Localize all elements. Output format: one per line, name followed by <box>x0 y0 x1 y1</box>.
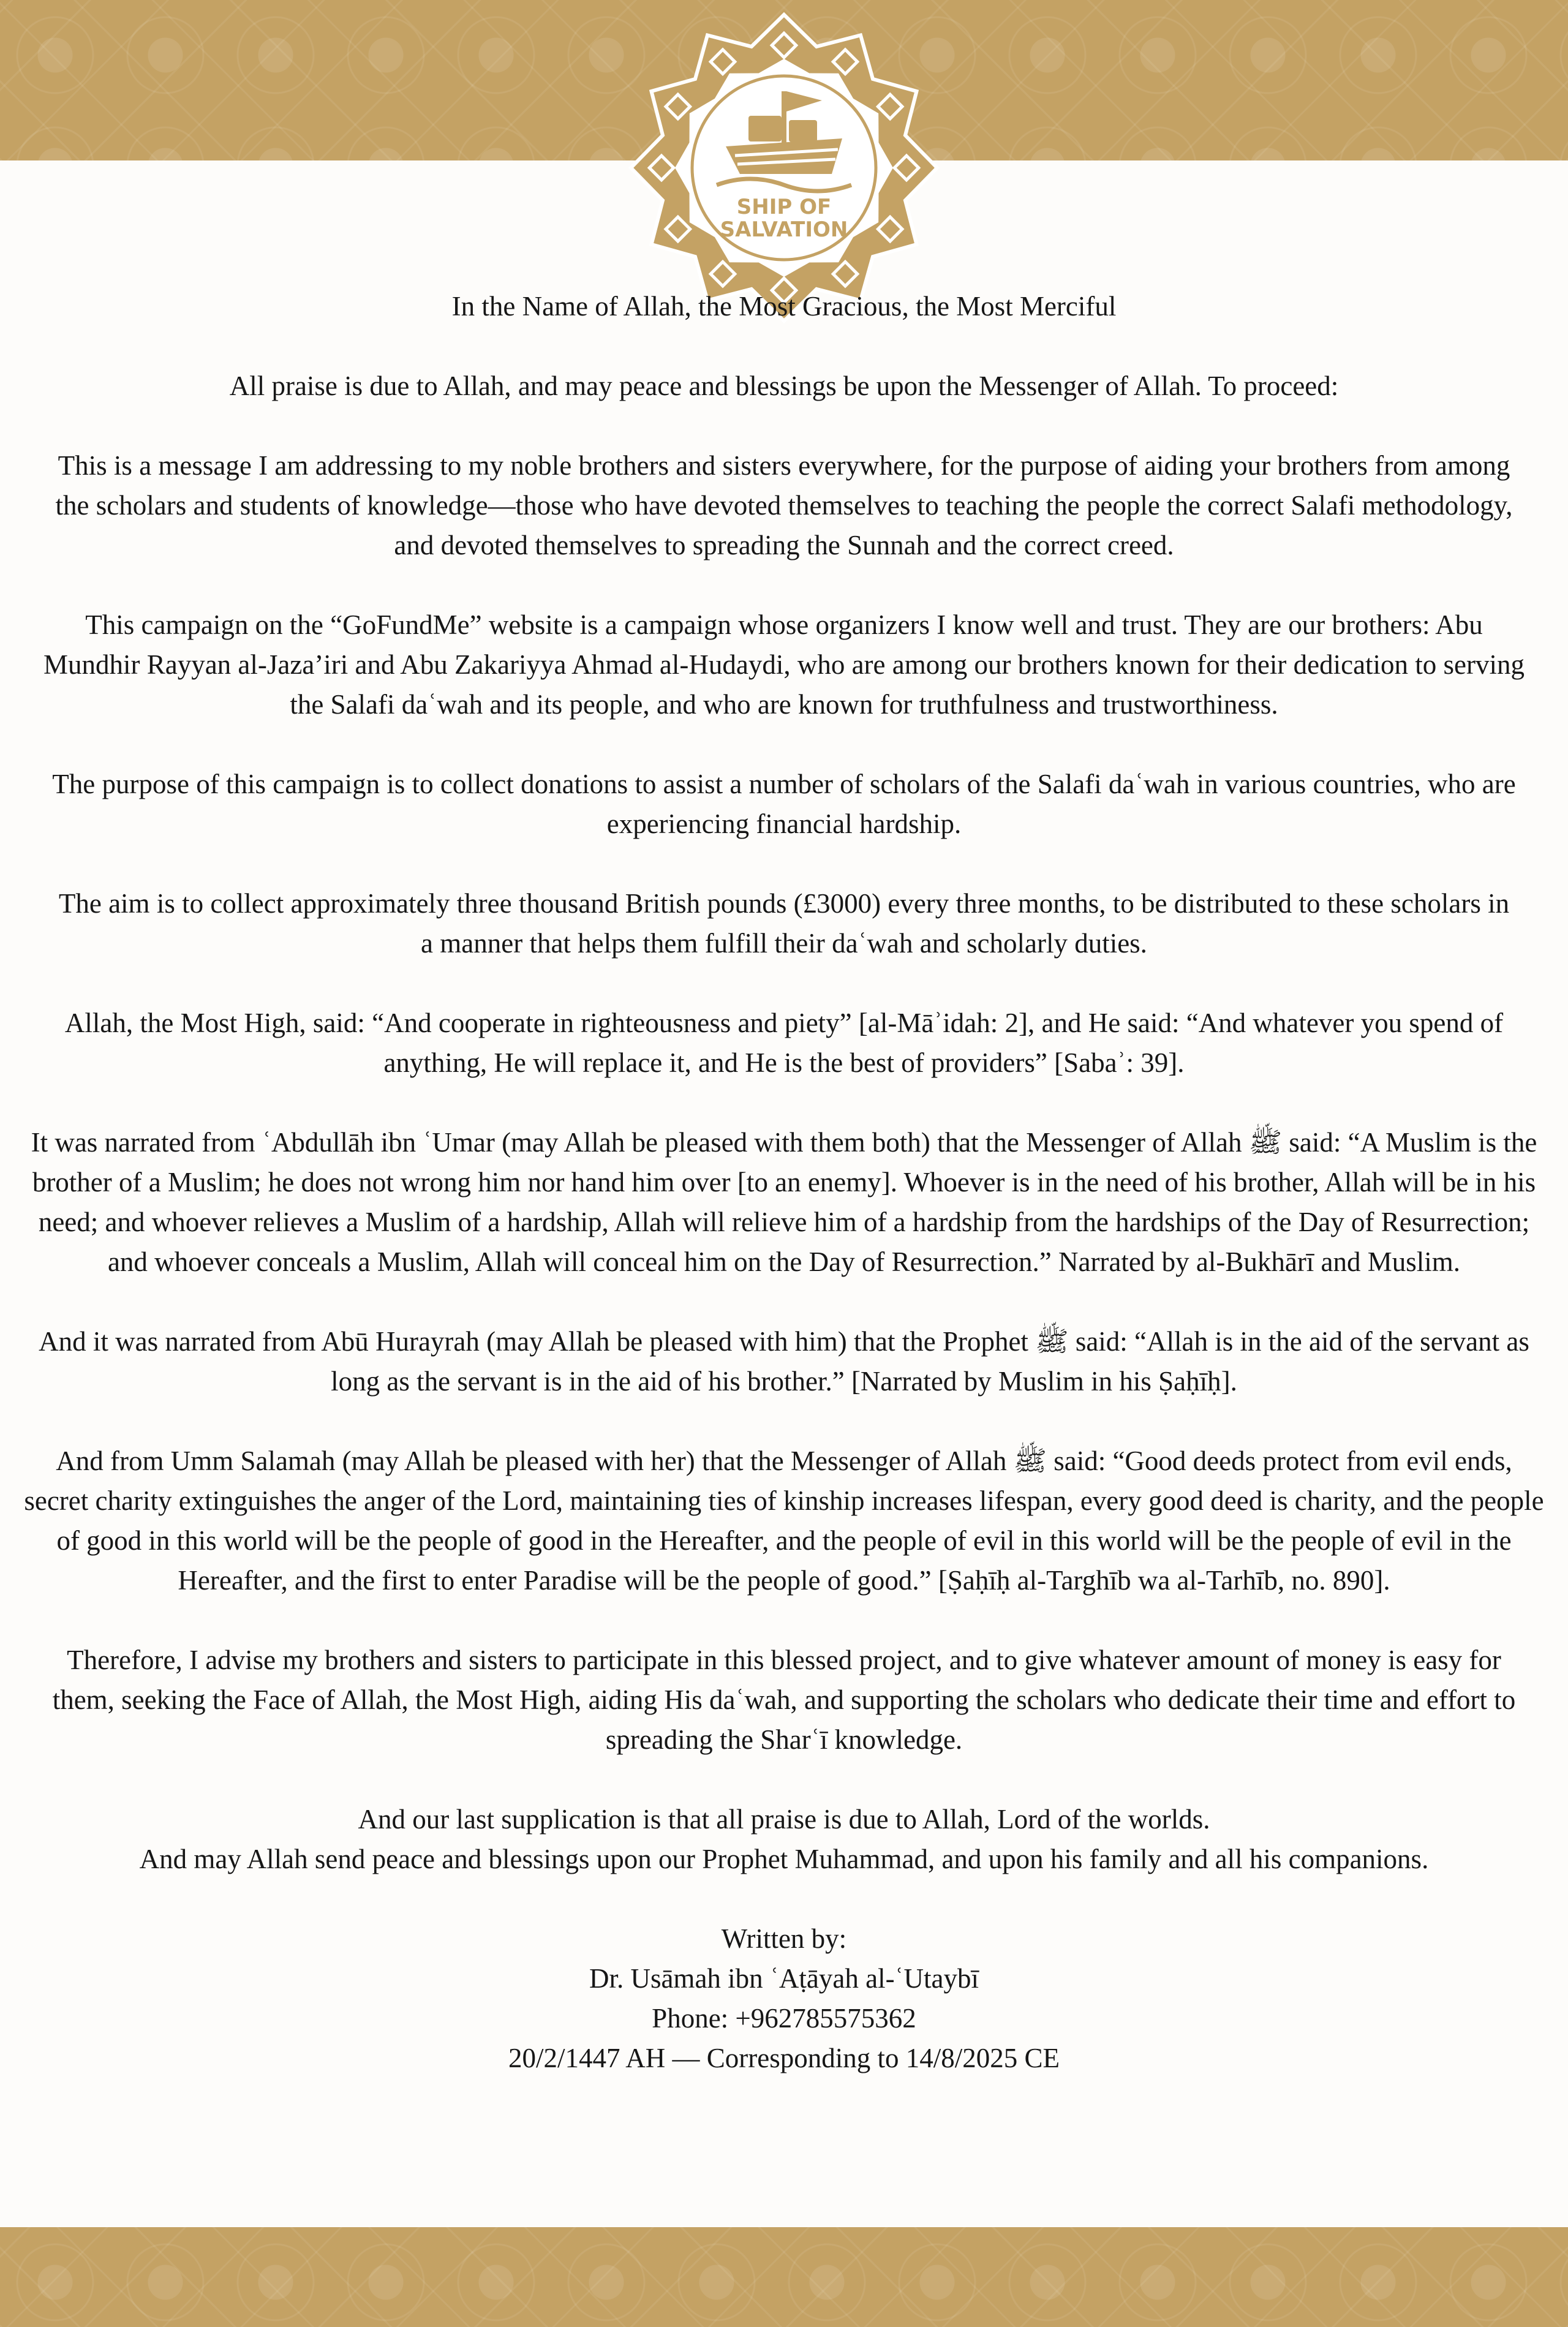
letter-paragraph: This is a message I am addressing to my noble brothers and sisters everywhere, for the purpose of aiding your brothers from among the scholars and students of knowledge—those who have devoted themselves to teaching the people the correct Salafi methodology, and devoted themselves to spreading the Sunnah and the correct creed. <box>55 450 1513 560</box>
letter-paragraph: And it was narrated from Abū Hurayrah (may Allah be pleased with him) that the Prophet ﷺ said: “Allah is in the aid of the servant as long as the servant is in the aid of his brother.” [Narrated by Muslim in his Ṣaḥīḥ]. <box>39 1326 1529 1397</box>
letter-paragraph: This campaign on the “GoFundMe” website is a campaign whose organizers I know well and trust. They are our brothers: Abu Mundhir Rayyan al-Jaza’iri and Abu Zakariyya Ahmad al-Hudaydi, who are among our brothers known for their dedication to serving the Salafi daʿwah and its people, and who are known for truthfulness and trustworthiness. <box>43 609 1525 720</box>
letter-body <box>0 287 1568 2078</box>
letter-paragraph: The aim is to collect approximately three thousand British pounds (£3000) every three months, to be distributed to these scholars in a manner that helps them fulfill their daʿwah and scholarly duties. <box>58 888 1510 959</box>
letter-paragraph: Allah, the Most High, said: “And cooperate in righteousness and piety” [al-Māʾidah: 2], and He said: “And whatever you spend of anything, He will replace it, and He is the best of providers” [Sabaʾ: 39]. <box>64 1008 1504 1078</box>
author-phone: Phone: +962785575362 <box>652 2003 916 2034</box>
closing-line: And our last supplication is that all praise is due to Allah, Lord of the worlds. <box>358 1804 1210 1835</box>
closing-line: And may Allah send peace and blessings upon our Prophet Muhammad, and upon his family and all his companions. <box>139 1844 1429 1874</box>
author-name: Dr. Usāmah ibn ʿAṭāyah al-ʿUtaybī <box>589 1963 979 1994</box>
closing-supplication <box>0 1800 1568 1879</box>
letter-date: 20/2/1447 AH — Corresponding to 14/8/2025 CE <box>508 2043 1060 2073</box>
opening-line: All praise is due to Allah, and may peace and blessings be upon the Messenger of Allah. To proceed: <box>229 371 1339 401</box>
letter-paragraph: And from Umm Salamah (may Allah be pleased with her) that the Messenger of Allah ﷺ said: “Good deeds protect from evil ends, secret charity extinguishes the anger of the Lord, maintaining ties of kinship increases lifespan, every good deed is charity, and the people of good in this world will be the people of good in the Hereafter, and the people of evil in this world will be the people of evil in the Hereafter, and the first to enter Paradise will be the people of good.” [Ṣaḥīḥ al-Targhīb wa al-Tarhīb, no. 890]. <box>24 1446 1544 1596</box>
basmala: In the Name of Allah, the Most Gracious, the Most Merciful <box>451 291 1117 322</box>
logo-title-line2: SALVATION <box>720 217 848 242</box>
ship-of-salvation-logo <box>625 9 943 327</box>
signature-block <box>0 1919 1568 2078</box>
footer-pattern-band <box>0 2227 1568 2327</box>
written-by-label: Written by: <box>721 1923 847 1954</box>
letter-paragraph: Therefore, I advise my brothers and sisters to participate in this blessed project, and to give whatever amount of money is easy for them, seeking the Face of Allah, the Most High, aiding His daʿwah, and supporting the scholars who dedicate their time and effort to spreading the Sharʿī knowledge. <box>52 1645 1516 1755</box>
letter-paragraph: It was narrated from ʿAbdullāh ibn ʿUmar (may Allah be pleased with them both) that the Messenger of Allah ﷺ said: “A Muslim is the brother of a Muslim; he does not wrong him nor hand him over [to an enemy]. Whoever is in the need of his brother, Allah will be in his need; and whoever relieves a Muslim of a hardship, Allah will relieve him of a hardship from the hardships of the Day of Resurrection; and whoever conceals a Muslim, Allah will conceal him on the Day of Resurrection.” Narrated by al-Bukhārī and Muslim. <box>31 1127 1537 1277</box>
logo-title-line1: SHIP OF <box>736 195 832 219</box>
letter-paragraph: The purpose of this campaign is to collect donations to assist a number of scholars of the Salafi daʿwah in various countries, who are experiencing financial hardship. <box>52 769 1516 839</box>
